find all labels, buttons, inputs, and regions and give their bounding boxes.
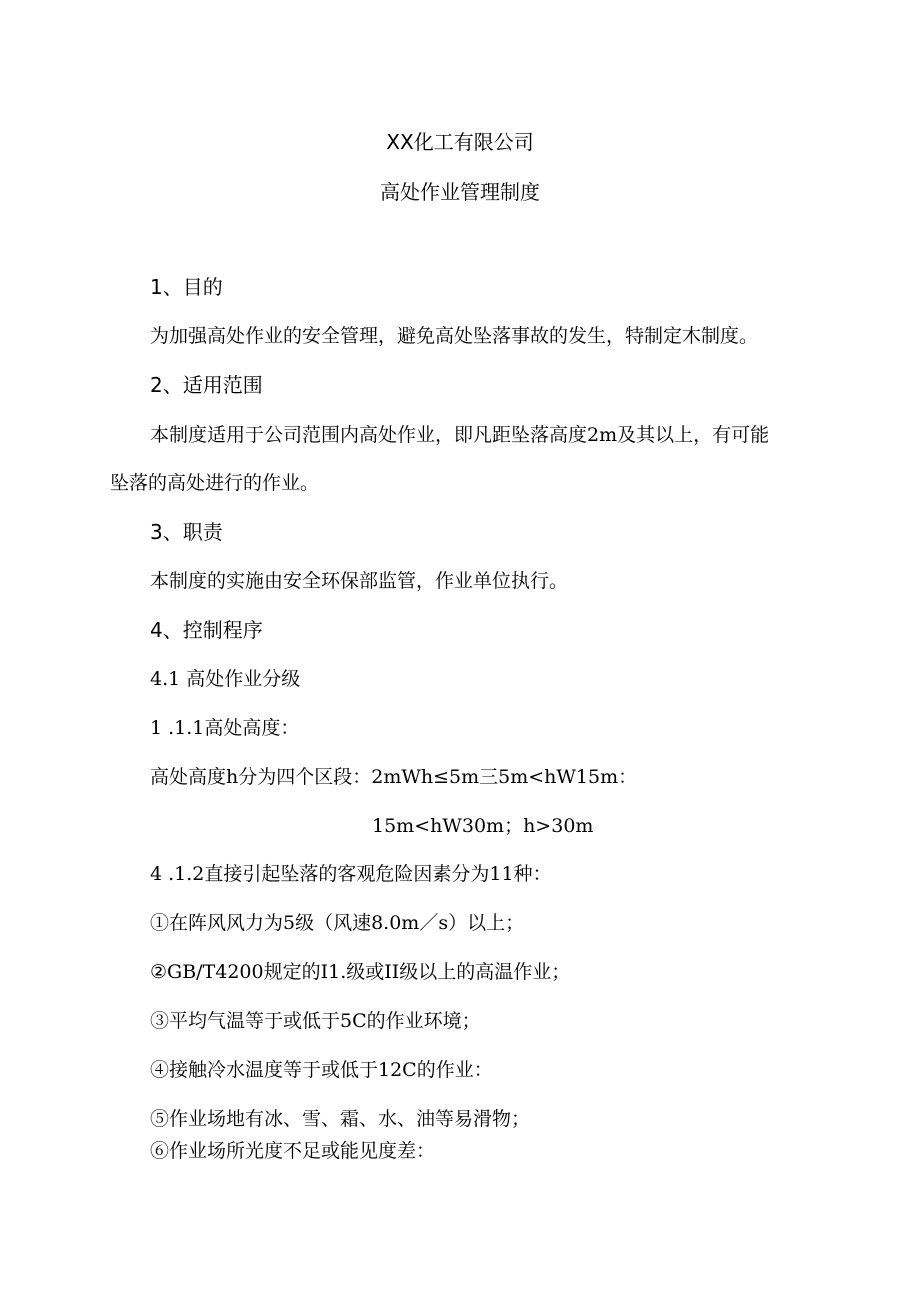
section-2-text-line-1: 本制度适用于公司范围内高处作业，即凡距坠落高度2m及其以上，有可能 [150,424,770,446]
hazard-item-4: ④接触冷水温度等于或低于12C的作业： [150,1059,493,1081]
section-3-heading: 3、职责 [150,520,223,544]
subsection-4-1: 4.1 高处作业分级 [150,668,301,690]
hazard-item-6: ⑥作业场所光度不足或能见度差： [150,1140,436,1162]
hazard-item-3: ③平均气温等于或低于5C的作业环境； [150,1010,481,1032]
section-1-text: 为加强高处作业的安全管理，避免高处坠落事故的发生，特制定木制度。 [150,325,759,347]
section-2-text-line-2: 坠落的高处进行的作业。 [110,472,320,494]
hazard-item-5: ⑤作业场地有冰、雪、霜、水、油等易滑物； [150,1108,531,1130]
hazard-item-2: ②GB/T4200规定的I1.级或II级以上的高温作业； [150,961,571,983]
section-3-text: 本制度的实施由安全环保部监管，作业单位执行。 [150,570,569,592]
subsection-4-1-1: 1 .1.1高处高度： [150,717,300,739]
section-2-heading: 2、适用范围 [150,373,263,397]
height-ranges-line-1: 高处高度h分为四个区段：2mWh≤5m三5m<hW15m： [150,766,638,788]
subsection-4-1-2: 4 .1.2直接引起坠落的客观危险因素分为11种： [150,863,552,885]
height-ranges-line-2: 15m<hW30m；h>30m [372,815,594,837]
hazard-item-1: ①在阵风风力为5级（风速8.0m／s）以上； [150,912,525,934]
company-name: XX化工有限公司 [386,130,534,154]
section-4-heading: 4、控制程序 [150,618,263,642]
document-title: 高处作业管理制度 [380,180,540,204]
section-1-heading: 1、目的 [150,275,223,299]
